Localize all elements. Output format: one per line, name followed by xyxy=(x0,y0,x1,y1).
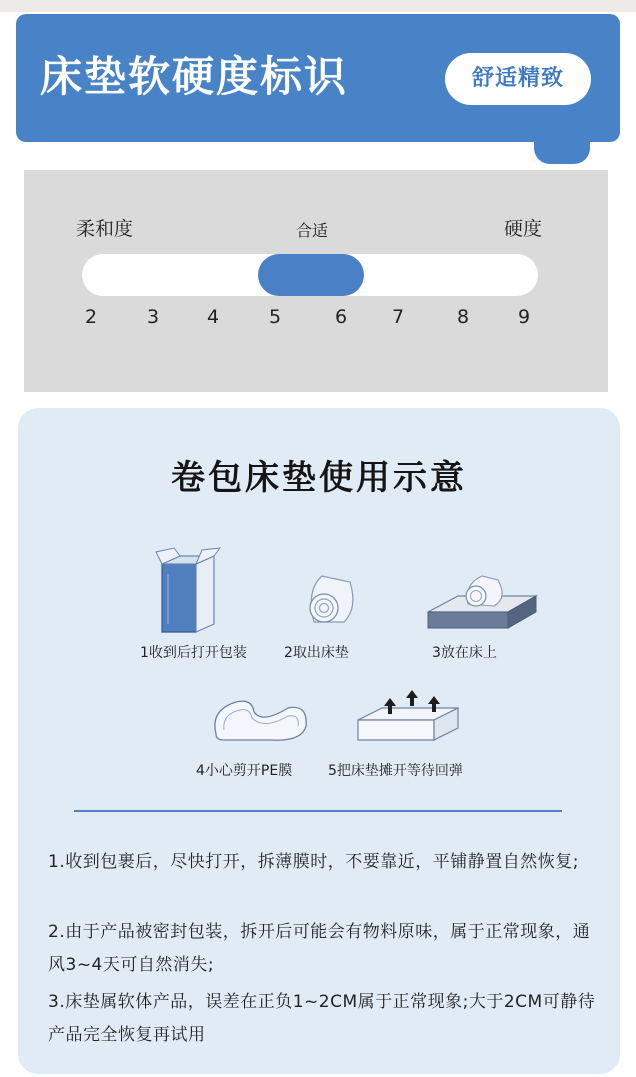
scale-tick-4: 4 xyxy=(206,306,220,328)
step-caption-3: 3放在床上 xyxy=(432,645,497,661)
section-divider xyxy=(74,810,562,812)
scale-tick-5: 5 xyxy=(268,306,282,328)
fit-label: 合适 xyxy=(296,221,329,240)
scale-tick-2: 2 xyxy=(84,306,98,328)
step-unfold xyxy=(354,684,466,750)
box-icon xyxy=(154,546,224,636)
scale-tick-3: 3 xyxy=(146,306,160,328)
usage-guide-card xyxy=(18,408,620,1074)
guide-title: 卷包床垫使用示意 xyxy=(171,458,467,498)
scale-tick-9: 9 xyxy=(517,306,531,328)
step-cut-film xyxy=(210,690,310,748)
page-title: 床垫软硬度标识 xyxy=(40,52,349,101)
rolled-mattress-icon xyxy=(300,572,360,628)
header-tab xyxy=(534,130,590,164)
mattress-expand-icon xyxy=(354,684,466,746)
step-take-out xyxy=(300,572,360,632)
step-caption-5: 5把床垫摊开等待回弹 xyxy=(328,763,463,779)
note-2: 2.由于产品被密封包装，拆开后可能会有物料原味，属于正常现象，通风3~4天可自然消失; xyxy=(48,922,591,975)
step-open-box xyxy=(154,546,224,640)
pe-film-icon xyxy=(210,690,310,744)
scale-tick-7: 7 xyxy=(391,306,405,328)
scale-tick-8: 8 xyxy=(456,306,470,328)
step-caption-2: 2取出床垫 xyxy=(284,645,349,661)
top-strip xyxy=(0,0,636,12)
comfort-badge: 舒适精致 xyxy=(445,53,591,105)
mattress-on-bed-icon xyxy=(424,568,540,634)
soft-label: 柔和度 xyxy=(76,218,134,240)
note-3: 3.床垫属软体产品，误差在正负1~2CM属于正常现象;大于2CM可静待产品完全恢复再试用 xyxy=(48,992,596,1045)
step-place-bed xyxy=(424,568,540,638)
hard-label: 硬度 xyxy=(504,218,543,240)
firmness-panel xyxy=(24,170,608,392)
step-caption-4: 4小心剪开PE膜 xyxy=(196,763,293,779)
step-caption-1: 1收到后打开包装 xyxy=(140,645,247,661)
firmness-indicator xyxy=(258,254,364,296)
note-1: 1.收到包裹后，尽快打开，拆薄膜时，不要靠近，平铺静置自然恢复; xyxy=(48,852,579,872)
scale-tick-6: 6 xyxy=(334,306,348,328)
